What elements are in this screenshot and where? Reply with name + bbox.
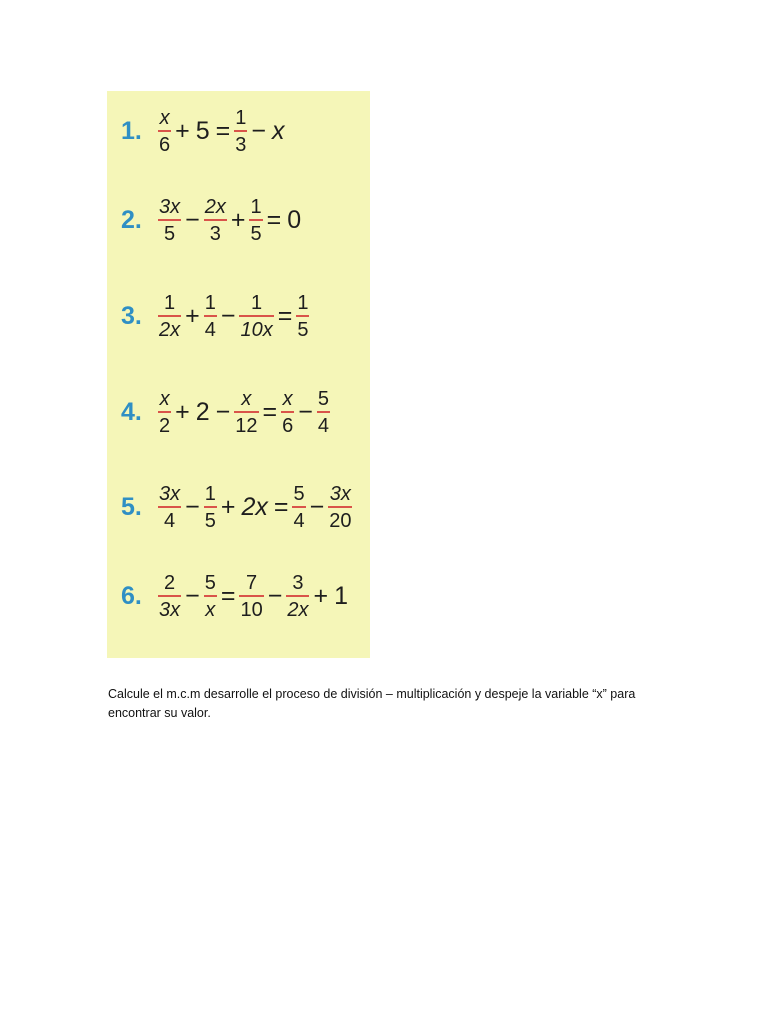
fraction-bar: [249, 219, 262, 221]
fraction: [158, 197, 181, 244]
term: 1: [334, 581, 348, 610]
fraction-bar: [317, 411, 330, 413]
term: 0: [287, 205, 302, 234]
equation: [157, 573, 351, 620]
denominator: 4: [317, 414, 329, 437]
denominator: 2x: [159, 318, 181, 341]
fraction-bar: [204, 595, 217, 597]
fraction: [234, 108, 247, 155]
operator: −: [267, 581, 283, 610]
exercise-number: 3.: [121, 301, 142, 330]
numerator: 5: [293, 482, 305, 505]
operator: +: [175, 116, 190, 145]
operator: +: [230, 205, 246, 234]
fraction-bar: [286, 595, 309, 597]
operator: +: [185, 301, 200, 330]
exercise-4: [107, 377, 370, 447]
fraction: [204, 293, 217, 340]
numerator: x: [159, 106, 170, 129]
operator: =: [266, 205, 282, 234]
numerator: 3: [292, 571, 304, 594]
denominator: 3x: [159, 598, 181, 621]
numerator: 1: [250, 195, 262, 218]
variable: x: [271, 116, 285, 145]
fraction: [158, 484, 181, 531]
fraction: [296, 293, 309, 340]
term: 2: [195, 397, 210, 426]
operator: −: [185, 492, 200, 521]
fraction-bar: [328, 506, 352, 508]
denominator: 5: [204, 509, 216, 532]
denominator: 5: [164, 222, 176, 245]
fraction-bar: [158, 219, 181, 221]
fraction: [239, 573, 263, 620]
exercise-number: 1.: [121, 116, 142, 145]
exercise-number: 5.: [121, 492, 142, 521]
exercise-5: [107, 472, 370, 542]
numerator: 1: [251, 291, 263, 314]
exercise-panel: [107, 91, 370, 658]
numerator: 1: [297, 291, 309, 314]
operator: +: [175, 397, 190, 426]
fraction: [328, 484, 352, 531]
exercise-6: [107, 561, 370, 631]
exercise-1: [107, 96, 370, 166]
term: 5: [195, 116, 210, 145]
fraction: [239, 293, 273, 340]
denominator: 4: [293, 509, 305, 532]
fraction-bar: [204, 315, 217, 317]
instruction-text: Calcule el m.c.m desarrolle el proceso de división – multiplicación y despeje la variable “x” para encontrar su valor.: [108, 686, 636, 720]
denominator: x: [205, 598, 216, 621]
fraction: [281, 389, 294, 436]
denominator: 20: [329, 509, 352, 532]
fraction: [204, 197, 227, 244]
denominator: 3: [209, 222, 221, 245]
fraction-bar: [296, 315, 309, 317]
operator: −: [298, 397, 313, 426]
numerator: 1: [204, 291, 216, 314]
operator: +: [313, 581, 329, 610]
operator: −: [220, 301, 236, 330]
exercise-3: [107, 281, 370, 351]
fraction: [286, 573, 309, 620]
equation: [157, 484, 353, 531]
fraction-bar: [292, 506, 305, 508]
operator: =: [273, 492, 289, 521]
fraction: [158, 293, 181, 340]
denominator: 5: [297, 318, 309, 341]
numerator: x: [159, 387, 170, 410]
denominator: 10x: [240, 318, 273, 341]
fraction: [292, 484, 305, 531]
denominator: 6: [282, 414, 294, 437]
numerator: 2: [164, 571, 176, 594]
fraction: [204, 573, 217, 620]
numerator: 3x: [329, 482, 351, 505]
denominator: 6: [159, 133, 171, 156]
fraction-bar: [234, 130, 247, 132]
term: 2x: [241, 492, 268, 521]
fraction-bar: [158, 506, 181, 508]
fraction: [158, 389, 171, 436]
denominator: 4: [204, 318, 216, 341]
fraction-bar: [204, 506, 217, 508]
operator: −: [309, 492, 325, 521]
numerator: 3x: [159, 482, 181, 505]
fraction: [158, 108, 171, 155]
fraction: [317, 389, 330, 436]
denominator: 2: [159, 414, 171, 437]
fraction-bar: [204, 219, 227, 221]
exercise-number: 6.: [121, 581, 142, 610]
numerator: 1: [164, 291, 176, 314]
operator: =: [262, 397, 278, 426]
fraction: [158, 573, 181, 620]
exercise-number: 4.: [121, 397, 142, 426]
operator: =: [215, 116, 231, 145]
fraction: [249, 197, 262, 244]
numerator: 2x: [204, 195, 226, 218]
fraction-bar: [158, 130, 171, 132]
operator: =: [277, 301, 293, 330]
fraction-bar: [239, 595, 263, 597]
numerator: 1: [204, 482, 216, 505]
equation: [157, 108, 287, 155]
numerator: x: [282, 387, 293, 410]
exercise-number: 2.: [121, 205, 142, 234]
numerator: 1: [235, 106, 247, 129]
denominator: 2x: [287, 598, 309, 621]
fraction-bar: [158, 595, 181, 597]
operator: −: [251, 116, 266, 145]
fraction-bar: [158, 411, 171, 413]
equation: [157, 197, 304, 244]
numerator: 7: [246, 571, 258, 594]
denominator: 3: [235, 133, 247, 156]
fraction-bar: [281, 411, 294, 413]
operator: −: [185, 581, 200, 610]
equation: [157, 389, 331, 436]
numerator: x: [241, 387, 252, 410]
fraction-bar: [234, 411, 258, 413]
operator: −: [215, 397, 231, 426]
denominator: 5: [250, 222, 262, 245]
fraction: [204, 484, 217, 531]
equation: [157, 293, 310, 340]
exercise-2: [107, 185, 370, 255]
operator: =: [220, 581, 236, 610]
fraction-bar: [239, 315, 273, 317]
operator: −: [185, 205, 200, 234]
denominator: 12: [235, 414, 258, 437]
denominator: 4: [164, 509, 176, 532]
numerator: 3x: [159, 195, 181, 218]
operator: +: [220, 492, 236, 521]
fraction-bar: [158, 315, 181, 317]
numerator: 5: [317, 387, 329, 410]
fraction: [234, 389, 258, 436]
numerator: 5: [204, 571, 216, 594]
denominator: 10: [240, 598, 263, 621]
